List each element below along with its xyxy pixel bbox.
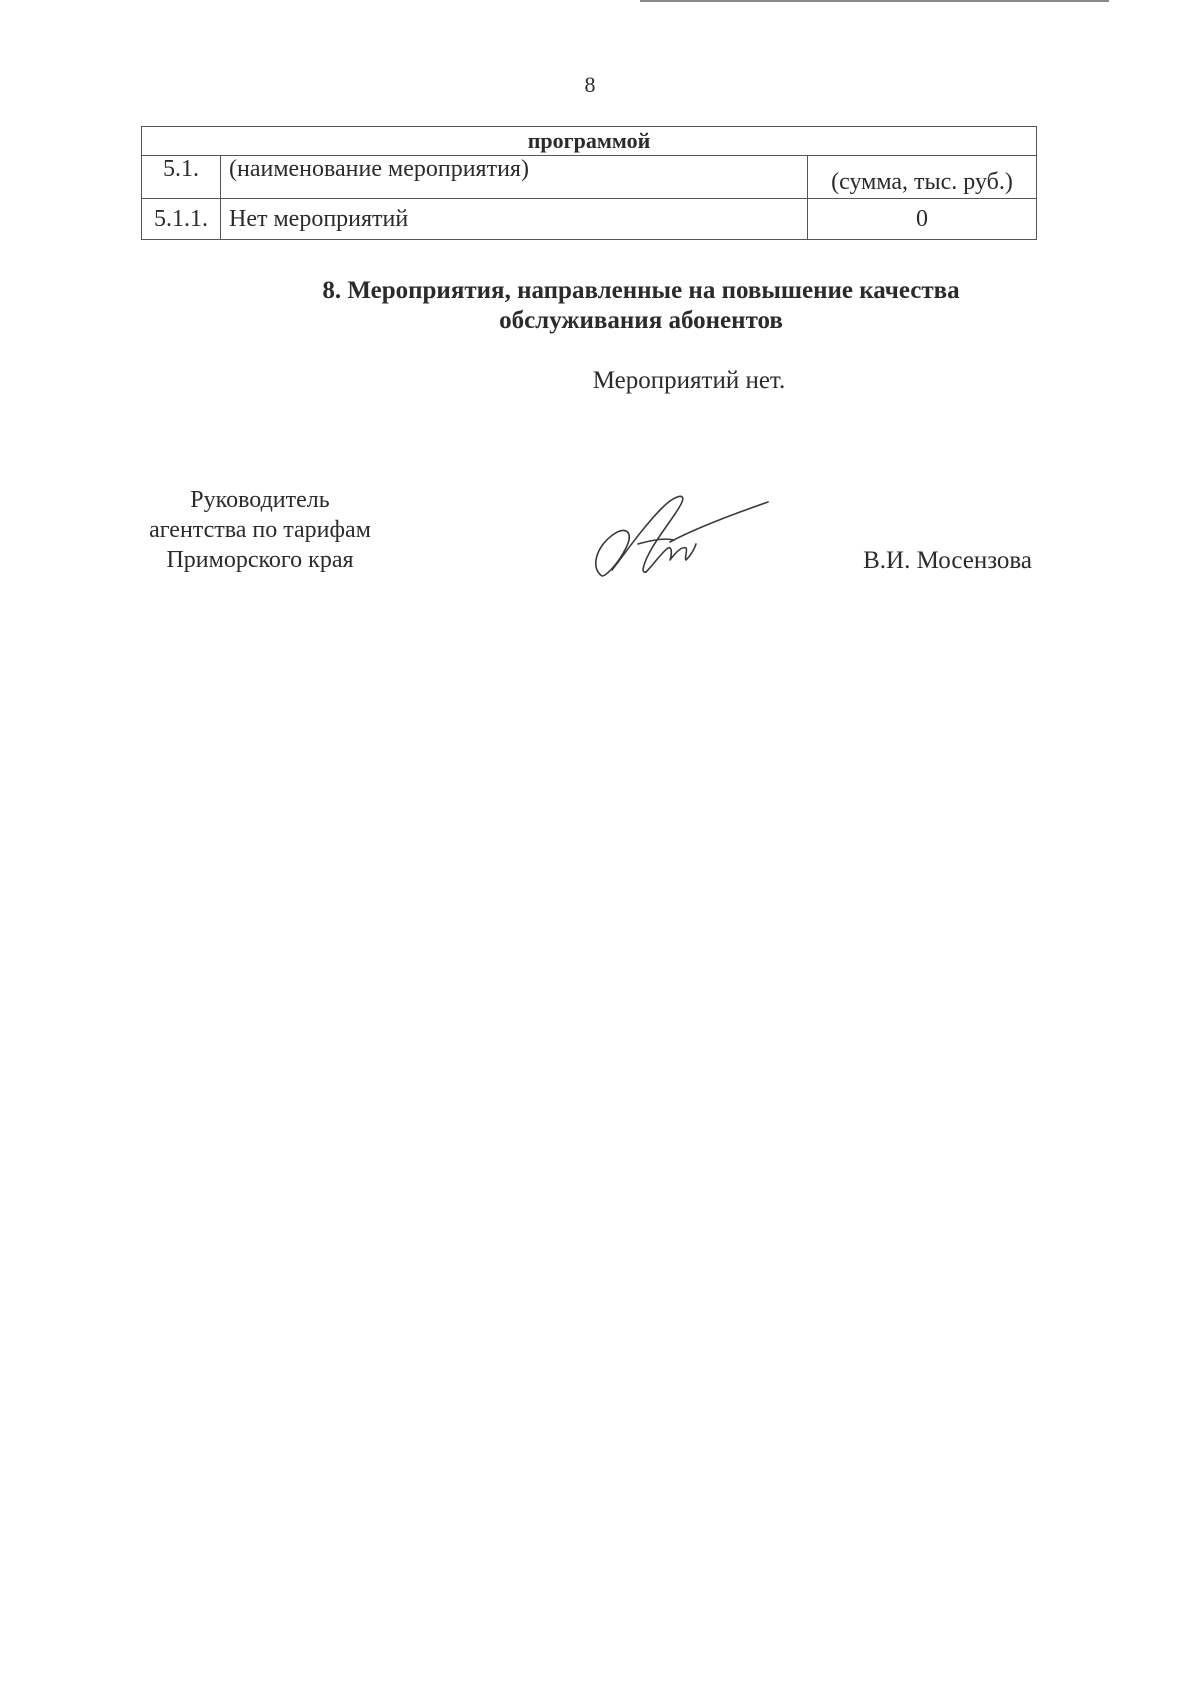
signatory-title [130,485,390,575]
row-number-cell: 5.1. [142,156,221,199]
table-header-cell: программой [142,127,1037,156]
page-number: 8 [584,72,596,97]
scan-edge-line [640,0,1109,2]
row-name-cell: (наименование мероприятия) [221,156,808,199]
table-header-row [142,127,1037,156]
signatory-title-line: Руководитель [190,487,330,513]
section-body-text: Мероприятий нет. [592,367,786,394]
table-row [142,156,1037,199]
section-heading-line: 8. Мероприятия, направленные на повышение качества [322,277,960,304]
section-heading-line: обслуживания абонентов [499,307,783,334]
measures-table [141,126,1037,240]
row-name-cell: Нет мероприятий [221,199,808,240]
signatory-name: В.И. Мосензова [863,547,1032,574]
section-heading [141,276,1141,336]
signatory-title-line: Приморского края [166,547,354,573]
signatory-title-line: агентства по тарифам [149,517,371,543]
handwritten-signature [582,488,772,584]
row-number-cell: 5.1.1. [142,199,221,240]
row-sum-cell: 0 [808,199,1037,240]
table-row [142,199,1037,240]
row-sum-cell: (сумма, тыс. руб.) [808,156,1037,199]
